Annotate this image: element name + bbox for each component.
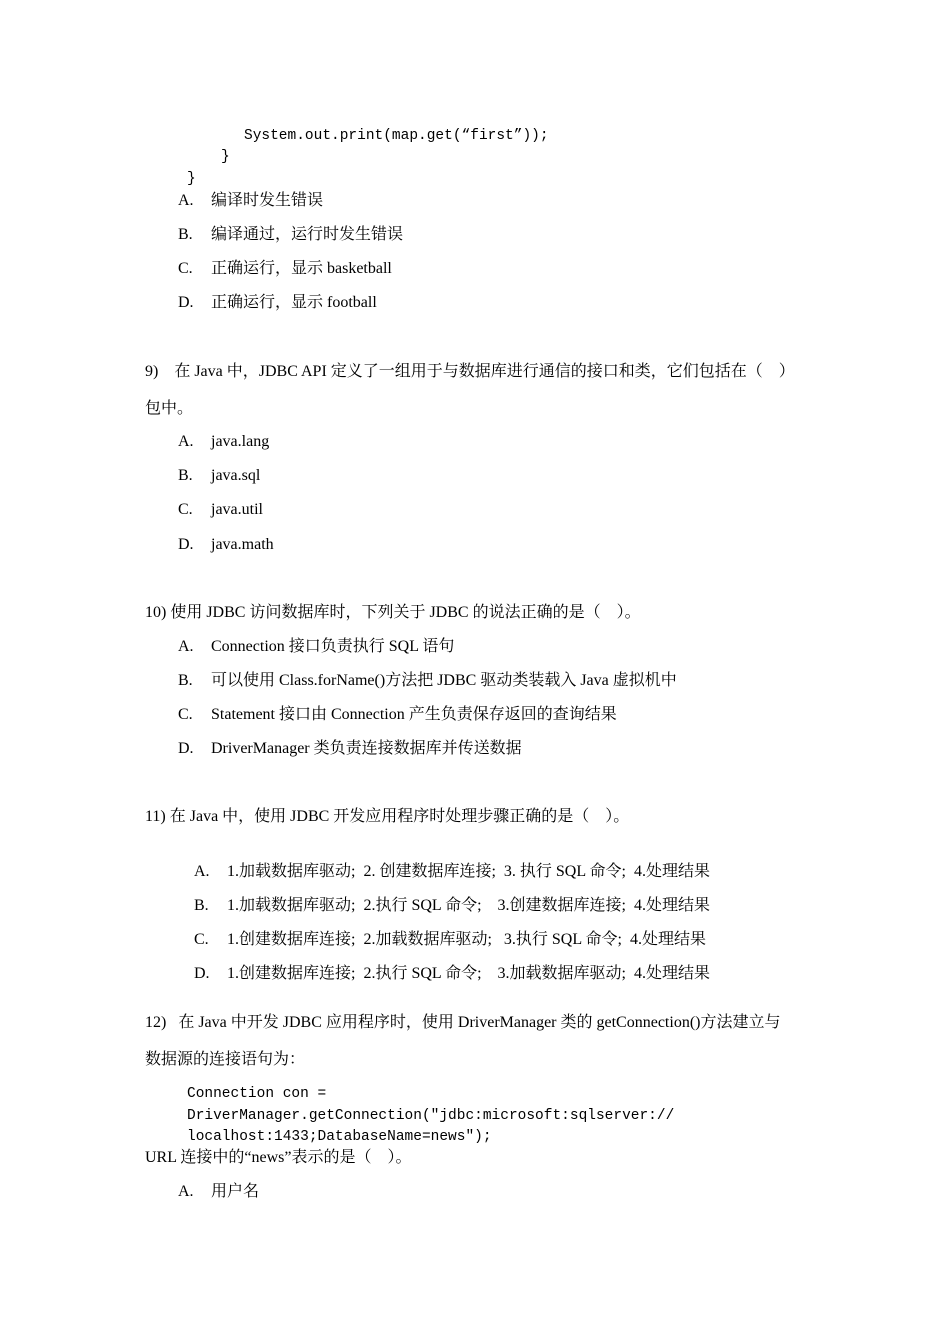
option-letter: B. — [178, 467, 193, 484]
option-letter: D. — [178, 536, 194, 553]
option-letter: D. — [178, 294, 194, 311]
q8-option-a — [178, 191, 323, 211]
q12-stem-line1: 12) 在 Java 中开发 JDBC 应用程序时，使用 DriverManager 类的 getConnection()方法建立与 — [145, 1014, 781, 1031]
option-text: java.lang — [211, 433, 270, 450]
option-letter: B. — [178, 226, 193, 243]
q9-option-c — [178, 500, 263, 520]
option-letter: A. — [178, 638, 194, 655]
option-letter: C. — [178, 706, 193, 723]
option-letter: A. — [178, 1183, 194, 1200]
q12-question: URL 连接中的“news”表示的是（ ）。 — [145, 1149, 412, 1166]
code-line: } — [221, 149, 230, 165]
q11-option-d — [178, 944, 710, 1004]
option-letter: A. — [194, 863, 210, 880]
option-text: 正确运行，显示 football — [211, 294, 377, 311]
option-letter: B. — [194, 897, 209, 914]
code-line: DriverManager.getConnection("jdbc:microsoft:sqlserver:// — [187, 1108, 675, 1124]
option-text: 用户名 — [211, 1183, 260, 1200]
option-text: 可以使用 Class.forName()方法把 JDBC 驱动类装载入 Java 虚拟机中 — [211, 672, 677, 689]
q12-option-a — [178, 1182, 259, 1202]
q8-option-d — [178, 293, 377, 313]
q12-stem-line2: 数据源的连接语句为： — [145, 1051, 306, 1068]
option-text: 1.创建数据库连接; 2.加载数据库驱动; 3.执行 SQL 命令; 4.处理结果 — [227, 931, 706, 948]
option-letter: A. — [178, 433, 194, 450]
option-text: 1.创建数据库连接; 2.执行 SQL 命令; 3.加载数据库驱动; 4.处理结果 — [227, 965, 710, 982]
q10-option-d — [178, 739, 522, 759]
option-text: 编译时发生错误 — [211, 192, 324, 209]
option-text: 1.加载数据库驱动; 2.执行 SQL 命令; 3.创建数据库连接; 4.处理结果 — [227, 897, 710, 914]
q9-stem-line2: 包中。 — [145, 400, 194, 417]
q8-option-b — [178, 225, 403, 245]
code-line: } — [187, 171, 196, 187]
code-line: System.out.print(map.get(“first”)); — [244, 128, 549, 144]
option-text: 1.加载数据库驱动; 2. 创建数据库连接; 3. 执行 SQL 命令; 4.处理结果 — [227, 863, 710, 880]
option-text: java.math — [211, 536, 274, 553]
option-text: java.sql — [211, 467, 261, 484]
option-text: Statement 接口由 Connection 产生负责保存返回的查询结果 — [211, 706, 617, 723]
q8-option-c — [178, 259, 392, 279]
option-text: Connection 接口负责执行 SQL 语句 — [211, 638, 455, 655]
q10-option-a — [178, 637, 454, 657]
q11-stem: 11) 在 Java 中，使用 JDBC 开发应用程序时处理步骤正确的是（ ）。 — [145, 808, 630, 825]
option-letter: C. — [178, 501, 193, 518]
q10-option-b — [178, 671, 677, 691]
option-letter: C. — [194, 931, 209, 948]
option-letter: C. — [178, 260, 193, 277]
option-text: DriverManager 类负责连接数据库并传送数据 — [211, 740, 522, 757]
option-letter: D. — [178, 740, 194, 757]
option-text: java.util — [211, 501, 263, 518]
q10-option-c — [178, 705, 617, 725]
q9-stem-line1: 9) 在 Java 中，JDBC API 定义了一组用于与数据库进行通信的接口和类，它们包括在（ ） — [145, 363, 795, 380]
option-letter: B. — [178, 672, 193, 689]
code-line: localhost:1433;DatabaseName=news"); — [187, 1129, 492, 1145]
q9-option-a — [178, 432, 269, 452]
q10-stem: 10) 使用 JDBC 访问数据库时，下列关于 JDBC 的说法正确的是（ ）。 — [145, 604, 641, 621]
option-letter: D. — [194, 965, 210, 982]
q9-option-d — [178, 535, 274, 555]
option-letter: A. — [178, 192, 194, 209]
code-line: Connection con = — [187, 1086, 327, 1102]
option-text: 正确运行，显示 basketball — [211, 260, 392, 277]
q9-option-b — [178, 466, 260, 486]
option-text: 编译通过，运行时发生错误 — [211, 226, 404, 243]
